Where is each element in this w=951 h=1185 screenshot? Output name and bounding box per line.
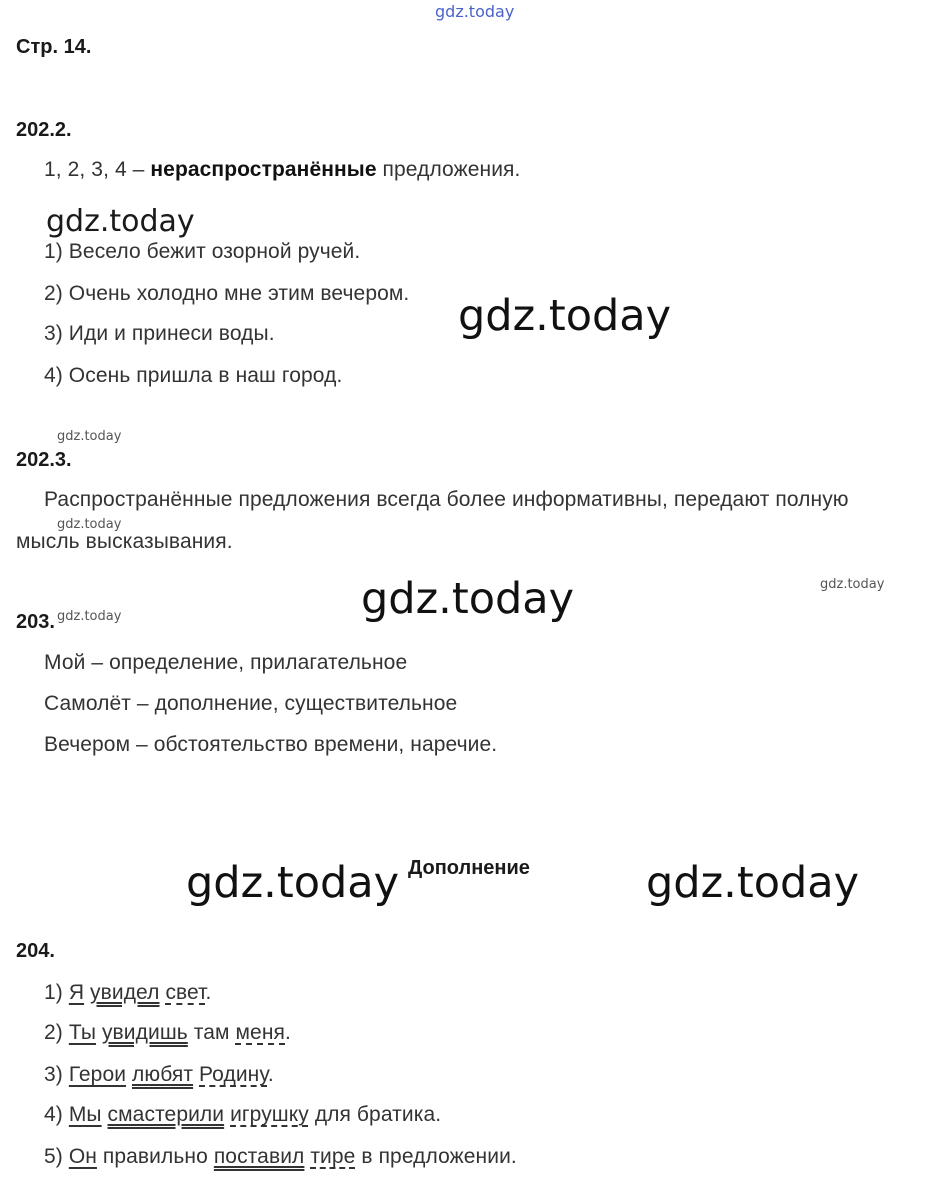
supplement-heading: Дополнение <box>408 857 530 879</box>
subject-word: Он <box>68 1145 97 1168</box>
exercise-202-3-line2: мысль высказывания. <box>16 530 233 553</box>
subject-word: Ты <box>68 1021 97 1044</box>
predicate-word: любят <box>132 1063 194 1086</box>
plain-word: правильно <box>102 1145 208 1168</box>
subject-word: Герои <box>68 1063 127 1086</box>
exercise-202-2-item: 3) Иди и принеси воды. <box>44 322 275 345</box>
predicate-word: увидел <box>90 981 160 1004</box>
object-word: свет <box>165 981 206 1004</box>
exercise-203-item: Самолёт – дополнение, существительное <box>44 692 458 715</box>
item-number: 1) <box>44 981 63 1004</box>
intro-prefix: 1, 2, 3, 4 – <box>44 158 145 181</box>
item-number: 3) <box>44 1063 63 1086</box>
exercise-202-3-line1: Распространённые предложения всегда более информативны, передают полную <box>44 488 849 511</box>
item-number: 5) <box>44 1145 63 1168</box>
predicate-word: смастерили <box>107 1103 225 1126</box>
watermark-small: gdz.today <box>57 429 122 444</box>
watermark-small: gdz.today <box>820 577 885 592</box>
predicate-word: увидишь <box>101 1021 188 1044</box>
plain-words: в предложении. <box>361 1145 517 1168</box>
sentence-end: . <box>285 1021 291 1044</box>
subject-word: Мы <box>68 1103 102 1126</box>
exercise-204-sentence <box>44 981 211 1005</box>
predicate-word: поставил <box>213 1145 305 1168</box>
object-word: меня <box>235 1021 285 1044</box>
exercise-204-sentence <box>44 1021 291 1045</box>
exercise-204-sentence <box>44 1145 517 1169</box>
watermark-large: gdz.today <box>361 574 575 624</box>
object-word: Родину <box>199 1063 268 1086</box>
sentence-end: . <box>267 1063 274 1086</box>
exercise-203-number: 203. <box>16 611 55 633</box>
object-word: игрушку <box>230 1103 309 1126</box>
item-number: 2) <box>44 1021 63 1044</box>
intro-suffix: предложения. <box>382 158 521 181</box>
exercise-202-2-intro <box>44 158 520 182</box>
subject-word: Я <box>68 981 85 1004</box>
plain-words: для братика. <box>314 1103 442 1126</box>
top-watermark: gdz.today <box>435 2 515 21</box>
exercise-204-sentence <box>44 1063 274 1087</box>
exercise-203-item: Вечером – обстоятельство времени, наречие. <box>44 733 498 756</box>
exercise-202-3-number: 202.3. <box>16 449 72 471</box>
exercise-203-item: Мой – определение, прилагательное <box>44 651 408 674</box>
watermark-large: gdz.today <box>458 291 672 341</box>
page-header: Стр. 14. <box>16 36 92 58</box>
watermark-large: gdz.today <box>186 858 400 908</box>
object-word: тире <box>310 1145 356 1168</box>
watermark-small: gdz.today <box>57 517 122 532</box>
watermark-medium: gdz.today <box>46 204 195 239</box>
intro-bold: нераспространённые <box>150 158 377 181</box>
item-number: 4) <box>44 1103 63 1126</box>
plain-word: там <box>193 1021 230 1044</box>
exercise-202-2-number: 202.2. <box>16 119 72 141</box>
exercise-202-2-item: 1) Весело бежит озорной ручей. <box>44 240 361 263</box>
exercise-202-2-item: 4) Осень пришла в наш город. <box>44 364 343 387</box>
sentence-end: . <box>205 981 212 1004</box>
exercise-204-sentence <box>44 1103 441 1127</box>
exercise-202-2-item: 2) Очень холодно мне этим вечером. <box>44 282 410 305</box>
watermark-large: gdz.today <box>646 858 860 908</box>
watermark-small: gdz.today <box>57 609 122 624</box>
exercise-204-number: 204. <box>16 940 55 962</box>
